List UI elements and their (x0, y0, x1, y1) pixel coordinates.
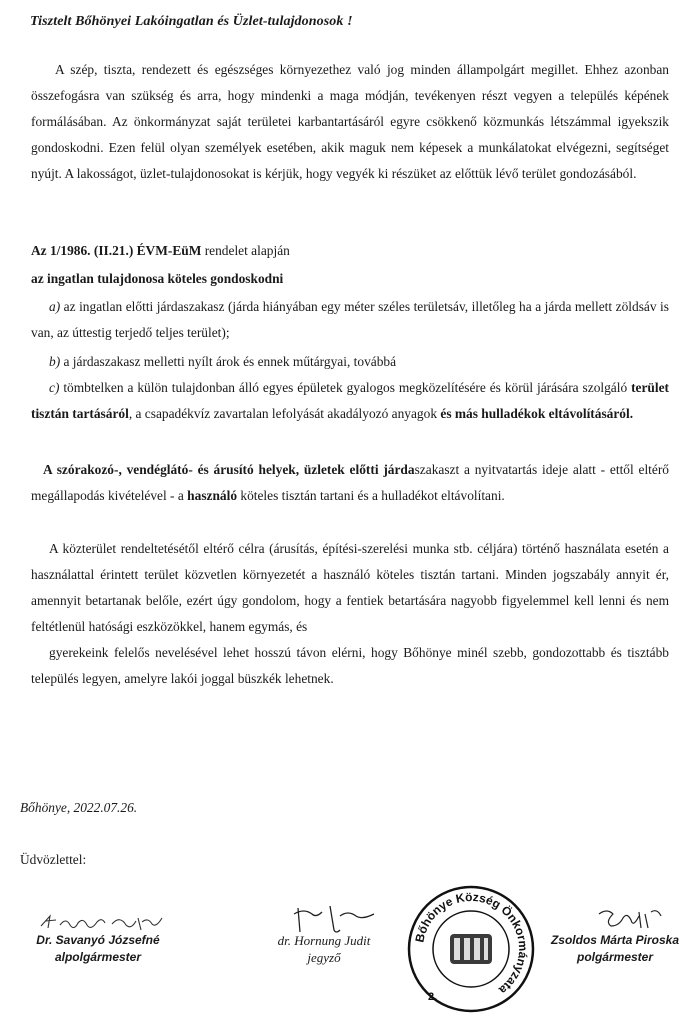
list-item-a (31, 294, 669, 346)
list-letter-b: b) (49, 354, 61, 369)
owner-obligation-title: az ingatlan tulajdonosa köteles gondoskodni (31, 271, 284, 286)
venue-bold2: használó (187, 488, 238, 503)
signature-1-scribble (38, 912, 173, 934)
list-text-c-start: tömbtelken a külön tulajdonban álló egyes épületek gyalogos megközelítésére és körül járására szolgáló (59, 380, 632, 395)
signatory-notary-name: dr. Hornung Judit (277, 933, 371, 948)
place-date: Bőhönye, 2022.07.26. (20, 800, 138, 815)
regulation-title-rest: rendelet alapján (201, 243, 290, 258)
list-text-c-mid: , a csapadékvíz zavartalan lefolyását akadályozó anyagok (128, 406, 441, 421)
list-text-a: az ingatlan előtti járdaszakasz (járda hiányában egy méter széles területsáv, illetőleg ha a járda mellett zöldsáv is van, az úttestig terjedő teljes terület); (31, 299, 669, 340)
public-use-line1: A közterület rendeltetésétől eltérő célra (árusítás, építési-szerelési munka stb. céljára) történő használata esetén a használattal érintett terület közvetlen környezetét a használó köteles tisztán tartani. Minden jogszabály annyit ér, amennyit betartanak belőle, ezért úgy gondolom, hogy a fentiek betartására nagyobb figyelemmel kell lenni és nem feltétlenül hatósági eszközökkel, hanem egymás, és (31, 541, 669, 634)
signatory-notary-role: jegyző (307, 950, 341, 965)
venue-paragraph (31, 457, 669, 509)
signatory-mayor-role: polgármester (576, 950, 654, 964)
list-item-c (31, 375, 669, 427)
signatory-vice-mayor-role: alpolgármester (54, 950, 142, 964)
regulation-title (31, 238, 290, 264)
venue-text2: köteles tisztán tartani és a hulladékot eltávolítani. (237, 488, 505, 503)
signatory-mayor-name: Zsoldos Márta Piroska (550, 933, 680, 947)
letter-heading: Tisztelt Bőhönyei Lakóingatlan és Üzlet-tulajdonosok ! (30, 14, 353, 29)
public-use-line2: gyerekeink felelős nevelésével lehet hosszú távon elérni, hogy Bőhönye minél szebb, gondozottabb és tisztább település legyen, amelyre lakói joggal büszkék lehetnek. (31, 645, 669, 686)
signatory-mayor (540, 932, 690, 966)
signatory-vice-mayor-name: Dr. Savanyó Józsefné (36, 933, 160, 947)
greeting: Üdvözlettel: (20, 852, 87, 867)
list-letter-c: c) (49, 380, 60, 395)
regulation-title-bold: Az 1/1986. (II.21.) ÉVM-EüM (31, 243, 202, 258)
signatory-vice-mayor (28, 932, 168, 966)
list-text-b: a járdaszakasz melletti nyílt árok és ennek műtárgyai, továbbá (60, 354, 397, 369)
list-item-b (31, 349, 669, 375)
list-text-c-bold1: terület tisztán tartásáról (31, 380, 669, 421)
list-text-c-bold2: és más hulladékok eltávolításáról. (440, 406, 634, 421)
stamp-emblem (450, 934, 492, 964)
venue-bold1: A szórakozó-, vendéglátó- és árusító helyek, üzletek előtti járda (43, 462, 415, 477)
list-letter-a: a) (49, 299, 61, 314)
signature-3-scribble (595, 906, 665, 932)
signatory-notary (254, 932, 394, 966)
stamp-text: Bőhönye Község Önkormányzata (412, 889, 531, 998)
intro-paragraph: A szép, tiszta, rendezett és egészséges környezethez való jog minden állampolgárt megillet. Ehhez azonban összefogásra van szükség és arra, hogy mindenki a maga módján, tevékenyen részt vegyen a település képének formálásában. Az önkormányzat saját területei karbantartásáról egyre csökkenő közmunkás létszámmal igyekszik gondoskodni. Ezen felül olyan személyek esetében, akik maguk nem képesek a munkálatokat elvégezni, segítséget nyújt. A lakosságot, üzlet-tulajdonosokat is kérjük, hogy vegyék ki részüket az előttük lévő terület gondozásából. (31, 62, 669, 181)
public-use-paragraph (31, 536, 669, 692)
stamp-number: 2. (428, 991, 438, 1003)
signature-2-scribble (290, 902, 380, 936)
official-stamp (406, 882, 536, 1017)
venue-text1: szakaszt a nyitvatartás ideje alatt - ettől eltérő megállapodás kivételével - a (31, 462, 669, 503)
